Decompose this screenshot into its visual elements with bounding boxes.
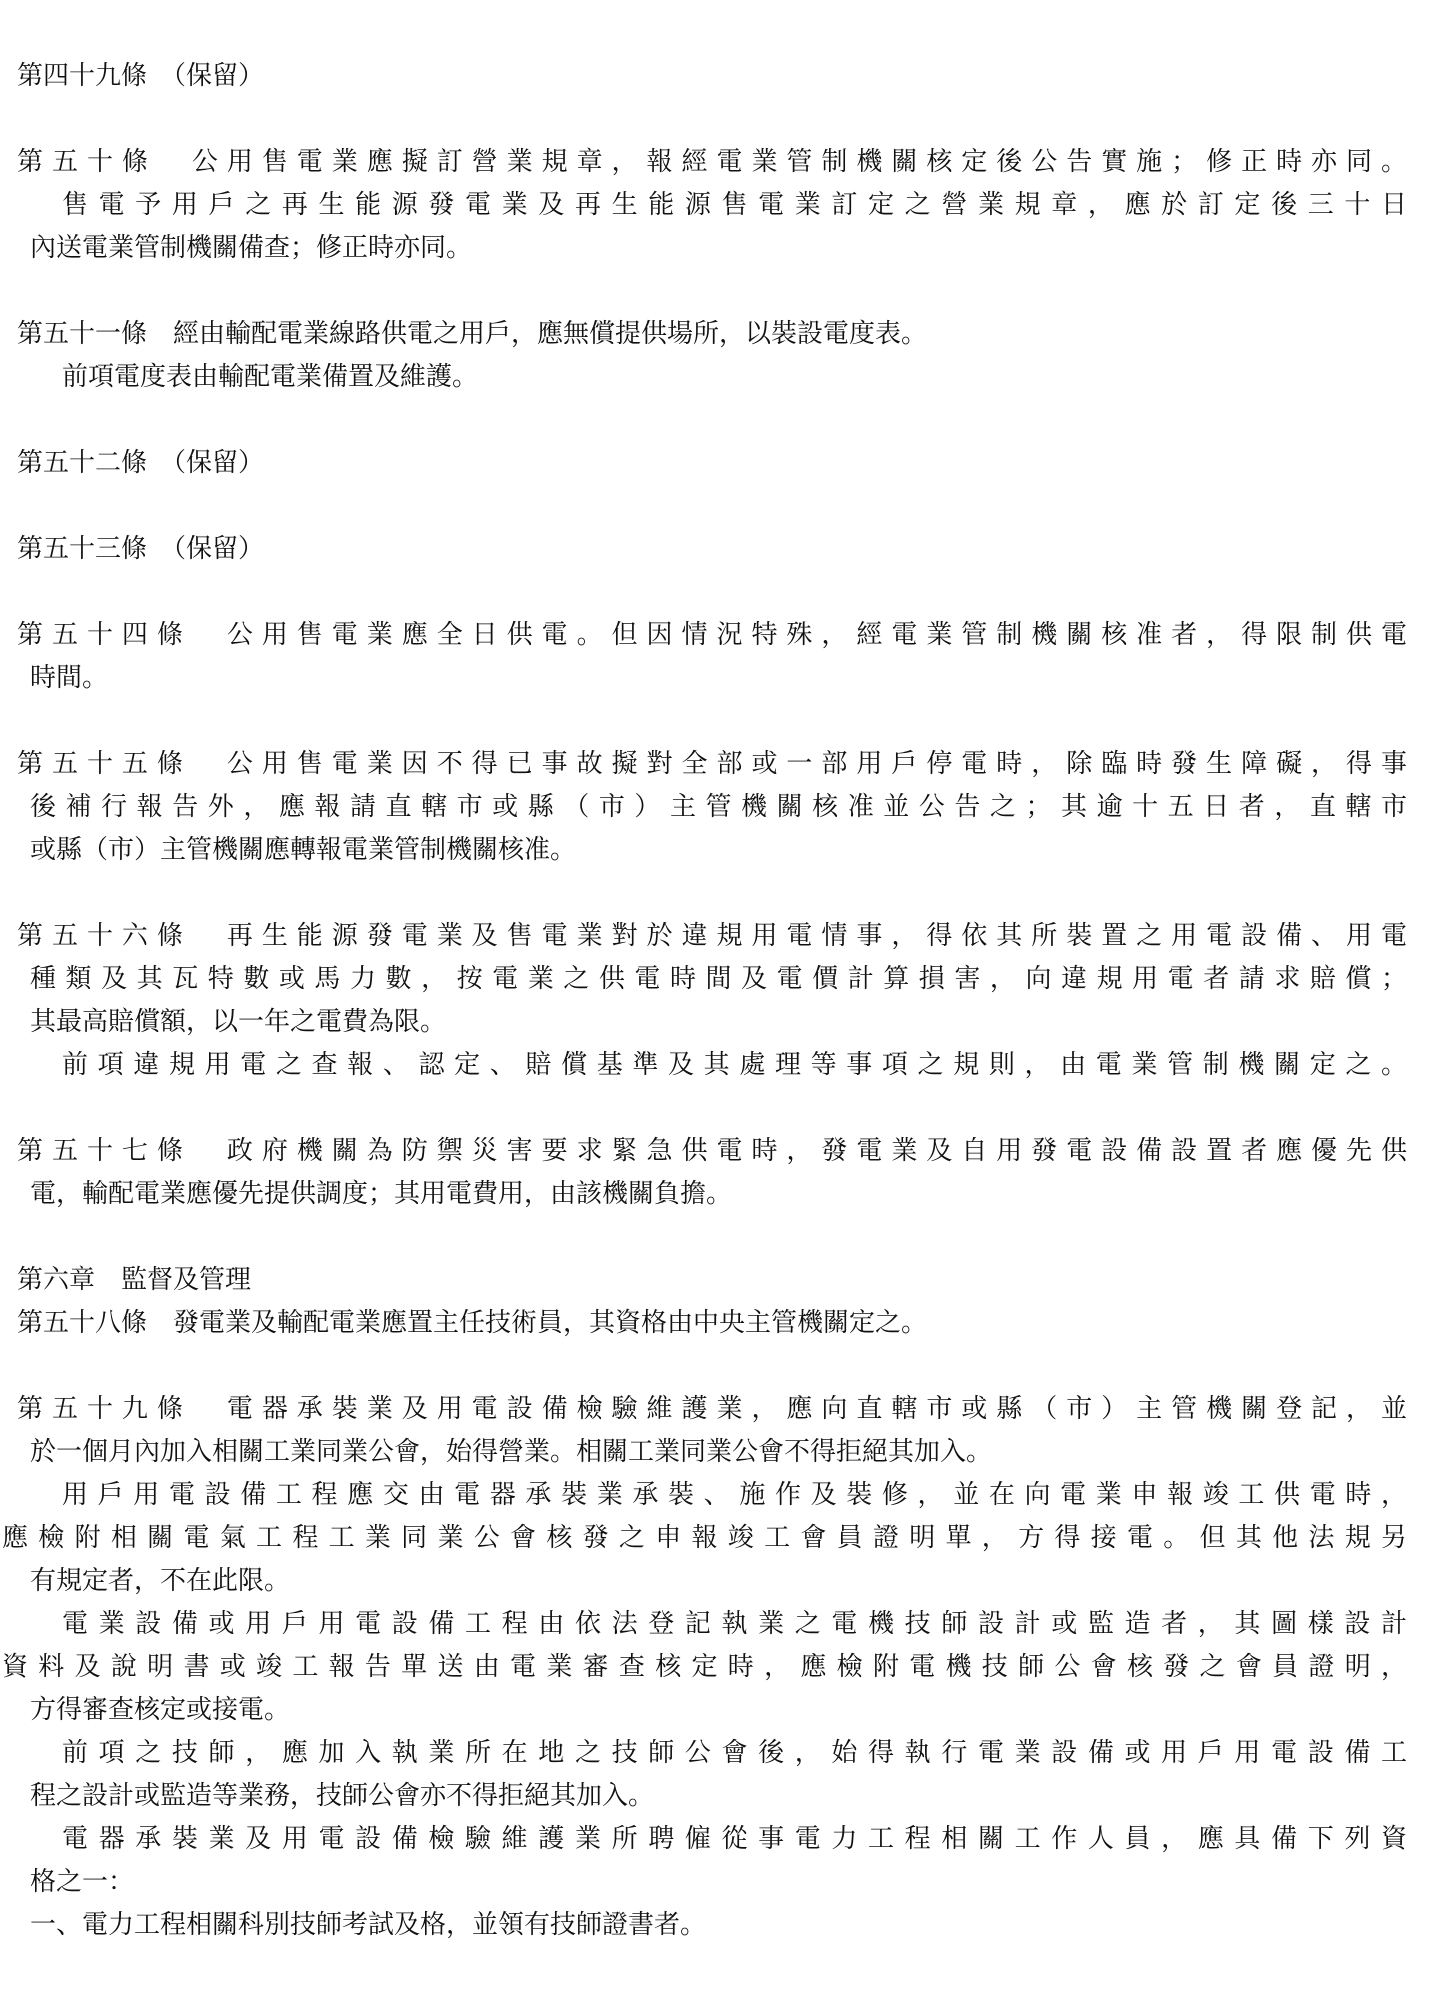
text-line: 方得審查核定或接電。 [30,1695,291,1724]
text-line: 時間。 [30,663,109,692]
text-line: 其最高賠償額，以一年之電費為限。 [30,1007,447,1036]
text-line: 售電予用戶之再生能源發電業及再生能源售電業訂定之營業規章，應於訂定後三十日 [62,190,1407,219]
text-line: 前項違規用電之查報、認定、賠償基準及其處理等事項之規則，由電業管制機關定之。 [62,1050,1407,1079]
text-line: 第四十九條 （保留） [17,61,265,90]
text-line: 一、電力工程相關科別技師考試及格，並領有技師證書者。 [30,1910,707,1939]
text-line: 第五十八條 發電業及輸配電業應置主任技術員，其資格由中央主管機關定之。 [17,1308,928,1337]
text-line: 第五十四條 公用售電業應全日供電。但因情況特殊，經電業管制機關核准者，得限制供電 [17,620,1407,649]
text-line: 第五十六條 再生能源發電業及售電業對於違規用電情事，得依其所裝置之用電設備、用電 [17,921,1407,950]
text-line: 第五十條 公用售電業應擬訂營業規章，報經電業管制機關核定後公告實施；修正時亦同。 [17,147,1407,176]
text-line: 電器承裝業及用電設備檢驗維護業所聘僱從事電力工程相關工作人員，應具備下列資 [62,1824,1407,1853]
text-line: 或縣（市）主管機關應轉報電業管制機關核准。 [30,835,577,864]
text-line: 第五十九條 電器承裝業及用電設備檢驗維護業，應向直轄市或縣（市）主管機關登記，並 [17,1394,1407,1423]
text-line: 用戶用電設備工程應交由電器承裝業承裝、施作及裝修，並在向電業申報竣工供電時， [62,1480,1407,1509]
text-line: 電，輸配電業應優先提供調度；其用電費用，由該機關負擔。 [30,1179,733,1208]
text-line: 有規定者，不在此限。 [30,1566,291,1595]
text-line: 種類及其瓦特數或馬力數，按電業之供電時間及電價計算損害，向違規用電者請求賠償； [30,964,1407,993]
statute-text-block [2,54,1407,1946]
text-line: 前項電度表由輸配電業備置及維護。 [62,362,479,391]
text-line: 前項之技師，應加入執業所在地之技師公會後，始得執行電業設備或用戶用電設備工 [62,1738,1407,1767]
text-line: 資料及說明書或竣工報告單送由電業審查核定時，應檢附電機技師公會核發之會員證明， [2,1652,1407,1681]
text-line: 第五十二條 （保留） [17,448,265,477]
text-line: 第五十七條 政府機關為防禦災害要求緊急供電時，發電業及自用發電設備設置者應優先供 [17,1136,1407,1165]
text-line: 第六章 監督及管理 [17,1265,252,1294]
text-line: 第五十三條 （保留） [17,534,265,563]
text-line: 於一個月內加入相關工業同業公會，始得營業。相關工業同業公會不得拒絕其加入。 [30,1437,993,1466]
text-line: 程之設計或監造等業務，技師公會亦不得拒絕其加入。 [30,1781,655,1810]
text-line: 電業設備或用戶用電設備工程由依法登記執業之電機技師設計或監造者，其圖樣設計 [62,1609,1407,1638]
text-line: 後補行報告外，應報請直轄市或縣（市）主管機關核准並公告之；其逾十五日者，直轄市 [30,792,1407,821]
text-line: 內送電業管制機關備查；修正時亦同。 [30,233,473,262]
text-line: 格之一： [30,1867,135,1896]
text-line: 第五十一條 經由輸配電業線路供電之用戶，應無償提供場所，以裝設電度表。 [17,319,928,348]
text-line: 應檢附相關電氣工程工業同業公會核發之申報竣工會員證明單，方得接電。但其他法規另 [2,1523,1407,1552]
text-line: 第五十五條 公用售電業因不得已事故擬對全部或一部用戶停電時，除臨時發生障礙，得事 [17,749,1407,778]
